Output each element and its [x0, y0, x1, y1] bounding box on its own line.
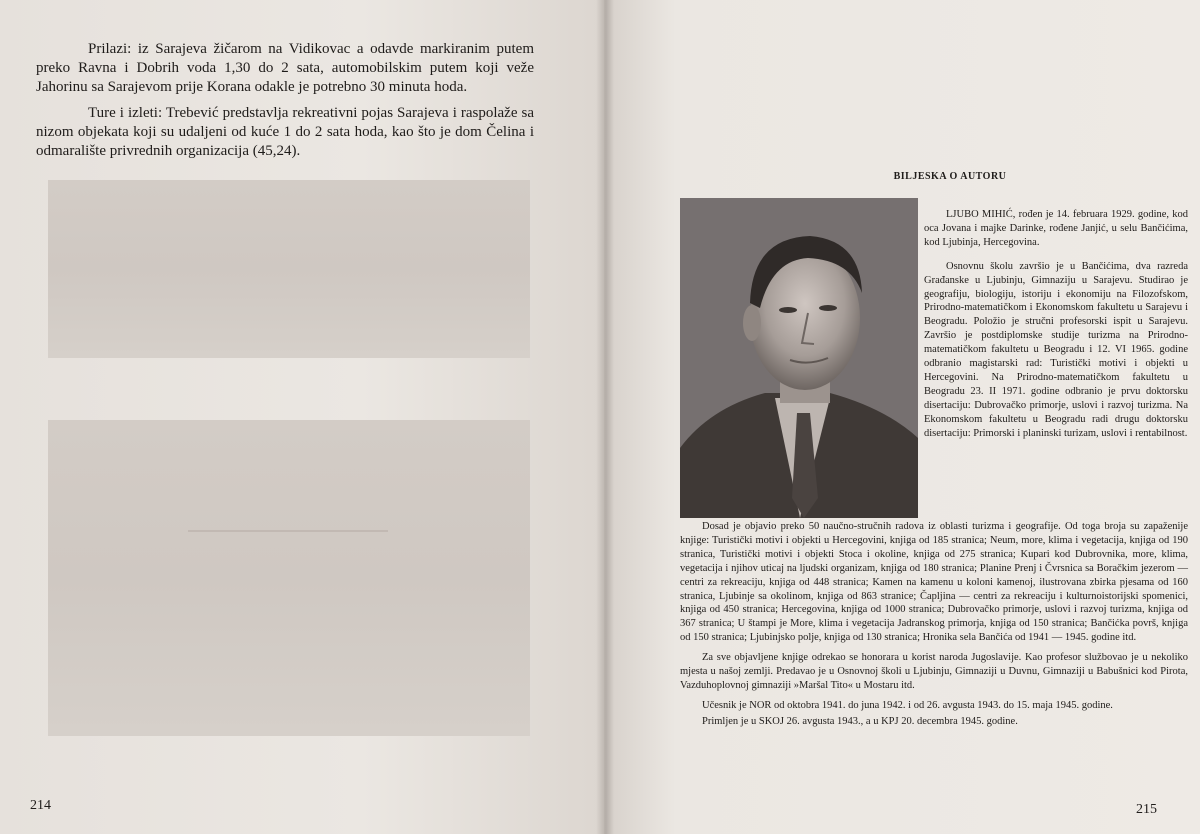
page-number-left: 214	[30, 798, 51, 813]
faded-photo-top	[48, 180, 530, 358]
bio-membership-paragraph: Primljen je u SKOJ 26. avgusta 1943., a u KPJ 20. decembra 1945. godine.	[702, 715, 1018, 727]
faded-photo-bottom	[48, 420, 530, 736]
faded-building-shape	[188, 530, 388, 682]
author-portrait	[680, 198, 918, 518]
bio-career-paragraph: Za sve objavljene knjige odrekao se honorara u korist naroda Jugoslavije. Kao profesor službovao je u nekoliko mjesta u našoj zemlji. Predavao je u Osnovnoj školi u Ljubinju, Gimnaziji u Duvnu, Gimnaziji u Babušnici kod Pirota, Vazduhoplovnoj gimnaziji »Maršal Tito« u Mostaru itd.	[680, 652, 1188, 691]
left-page-text	[36, 40, 534, 168]
bio-publications-paragraph: Dosad je objavio preko 50 naučno-stručnih radova iz oblasti turizma i geografije. Od toga broja su zapaženije knjige: Turistički motivi i objekti u Hercegovini, knjiga od 185 stranica; Neum, more, klima i vegetacija, knjiga od 190 stranica, Turistički motivi i objekti Stoca i okoline, knjiga od 275 stranica; Kupari kod Dubrovnika, more, klima, vegetacija i njihov uticaj na ljudski organizam, knjiga od 180 stranica; Planine Prenj i Čvrsnica sa Boračkim jezerom — centri za rekreaciju, knjiga od 448 stranica; Kamen na kamenu u koloni kamenoj, ilustrovana zbirka pjesama od 160 stranica, Ljubinje sa okolinom, knjiga od 863 stranice; Čapljina — centri za rekreaciju i kulturnoistorijski spomenici, knjiga od 450 stranica; Hercegovina, knjiga od 1000 stranica; Dubrovačko primorje, uslovi i razvoj turizma, knjiga od 367 stranica; U štampi je More, klima i vegetacija Jadranskog primorja, knjiga od 150 stranica; Bančićka površ, knjiga od 150 stranica; Ljubinjsko polje, knjiga od 130 stranica; Hronika sela Bančića od 1941 — 1945. godine itd.	[680, 521, 1188, 644]
bio-beside-portrait	[924, 208, 1188, 451]
portrait-illustration	[680, 198, 918, 518]
bio-full-width	[680, 520, 1188, 735]
book-gutter	[596, 0, 614, 834]
bio-education-paragraph: Osnovnu školu završio je u Bančićima, dva razreda Građanske u Ljubinju, Gimnaziju u Sarajevu. Studirao je geografiju, biologiju, istoriju i ekonomiju na Filozofskom, Prirodno-matematičkom i Ekonomskom fakultetu u Sarajevu i Beogradu. Položio je stručni profesorski ispit u Sarajevu. Završio je postdiplomske studije turizma na Prirodno-matematičkom fakultetu u Beogradu i 12. VI 1965. godine odbranio magistarski rad: Turistički motivi i objekti u Hercegovini. Na Prirodno-matematičkom fakultetu u Beogradu 23. II 1971. godine odbranio je prvu doktorsku disertaciju: Dubrovačko primorje, uslovi i razvoj turizma. Na Ekonomskom fakultetu u Beogradu radi drugu doktorsku disertaciju: Primorski i planinski turizam, uslovi i rentabilnost.	[924, 260, 1188, 439]
page-number-right: 215	[1136, 802, 1157, 817]
paragraph-tours: Ture i izleti: Trebević predstavlja rekreativni pojas Sarajeva i raspolaže sa nizom objekata koji su udaljeni od kuće 1 do 2 sata hoda, kao što je dom Čelina i odmaralište privrednih organizacija (45,24).	[36, 105, 534, 159]
section-heading: BILJESKA O AUTORU	[893, 171, 1007, 182]
bio-nor-paragraph: Učesnik je NOR od oktobra 1941. do juna 1942. i od 26. avgusta 1943. do 15. maja 1945. godine.	[702, 699, 1113, 711]
paragraph-approaches: Prilazi: iz Sarajeva žičarom na Vidikovac a odavde markiranim putem preko Ravna i Dobrih voda 1,30 do 2 sata, automobilskim putem koji veže Jahorinu sa Sarajevom prije Korana odakle je potrebno 30 minuta hoda.	[36, 41, 534, 95]
bio-birth-paragraph: LJUBO MIHIĆ, rođen je 14. februara 1929. godine, kod oca Jovana i majke Darinke, rođene Janjić, u selu Bančićima, kod Ljubinja, Hercegovina.	[924, 209, 1188, 248]
right-page	[604, 0, 1200, 834]
